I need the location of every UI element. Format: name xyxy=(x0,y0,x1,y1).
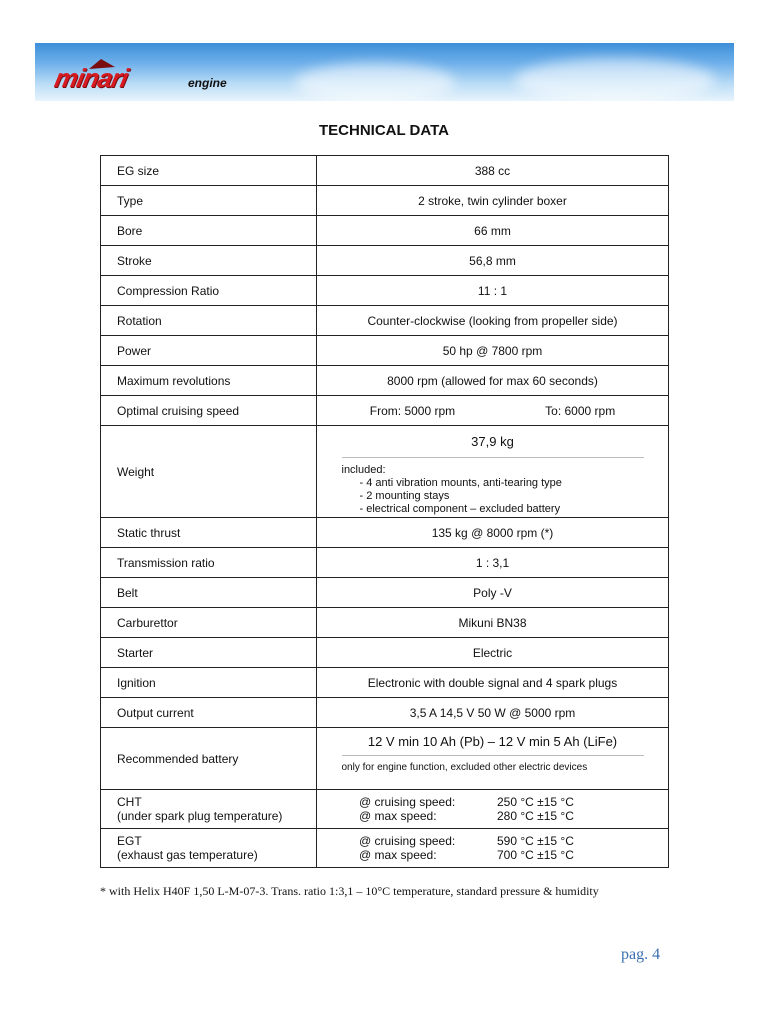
egt-cond-max: @ max speed: xyxy=(359,848,437,862)
row-label: EG size xyxy=(101,156,317,186)
table-row xyxy=(101,426,669,518)
row-label: Static thrust xyxy=(101,518,317,548)
row-label xyxy=(101,790,317,829)
row-value: Electric xyxy=(317,638,669,668)
header-banner xyxy=(35,43,734,101)
cht-cond-max: @ max speed: xyxy=(359,809,437,823)
row-value: Counter-clockwise (looking from propeller side) xyxy=(317,306,669,336)
table-row xyxy=(101,829,669,868)
cht-sublabel: (under spark plug temperature) xyxy=(117,809,283,823)
egt-val-max: 700 °C ±15 °C xyxy=(497,848,574,862)
row-label xyxy=(101,829,317,868)
row-label: Rotation xyxy=(101,306,317,336)
table-row xyxy=(101,578,669,608)
divider xyxy=(342,457,644,458)
row-label: Stroke xyxy=(101,246,317,276)
page-title: TECHNICAL DATA xyxy=(319,122,449,139)
cloud-decoration xyxy=(515,58,715,101)
row-label: Optimal cruising speed xyxy=(101,396,317,426)
brand-name: minari xyxy=(51,63,131,93)
table-row xyxy=(101,306,669,336)
table-row xyxy=(101,608,669,638)
page-number: pag. 4 xyxy=(621,946,661,963)
table-row xyxy=(101,336,669,366)
included-label: included: xyxy=(341,464,386,476)
weight-value: 37,9 kg xyxy=(471,434,514,449)
cht-val-cruise: 250 °C ±15 °C xyxy=(497,795,574,809)
spec-table xyxy=(100,155,669,868)
row-label: Power xyxy=(101,336,317,366)
table-row xyxy=(101,156,669,186)
row-value xyxy=(317,790,669,829)
cruise-to: To: 6000 rpm xyxy=(545,403,616,418)
row-label: Weight xyxy=(101,426,317,518)
row-value: 135 kg @ 8000 rpm (*) xyxy=(317,518,669,548)
divider xyxy=(342,755,644,756)
brand-logo xyxy=(53,57,273,97)
row-label: Carburettor xyxy=(101,608,317,638)
table-row xyxy=(101,216,669,246)
table-row xyxy=(101,276,669,306)
row-label: Belt xyxy=(101,578,317,608)
egt-values xyxy=(359,834,668,862)
list-item: - 2 mounting stays xyxy=(360,490,644,503)
cruise-range xyxy=(317,404,668,418)
list-item: - 4 anti vibration mounts, anti-tearing type xyxy=(360,477,644,490)
row-label: Type xyxy=(101,186,317,216)
row-value: 50 hp @ 7800 rpm xyxy=(317,336,669,366)
table-row xyxy=(101,728,669,790)
egt-val-cruise: 590 °C ±15 °C xyxy=(497,834,574,848)
row-label: Starter xyxy=(101,638,317,668)
cruise-from: From: 5000 rpm xyxy=(369,403,456,418)
battery-value: 12 V min 10 Ah (Pb) – 12 V min 5 Ah (LiFe) xyxy=(367,734,618,749)
row-value xyxy=(317,728,669,790)
table-row xyxy=(101,246,669,276)
table-row xyxy=(101,638,669,668)
brand-sub: engine xyxy=(188,76,227,90)
table-row xyxy=(101,668,669,698)
egt-sublabel: (exhaust gas temperature) xyxy=(117,848,258,862)
row-value: 3,5 A 14,5 V 50 W @ 5000 rpm xyxy=(317,698,669,728)
cht-cond-cruise: @ cruising speed: xyxy=(359,795,456,809)
table-row xyxy=(101,548,669,578)
footnote: * with Helix H40F 1,50 L-M-07-3. Trans. ratio 1:3,1 – 10°C temperature, standard pressure & humidity xyxy=(100,884,599,898)
row-label: Compression Ratio xyxy=(101,276,317,306)
row-label: Maximum revolutions xyxy=(101,366,317,396)
table-row xyxy=(101,186,669,216)
table-row xyxy=(101,366,669,396)
row-label: Ignition xyxy=(101,668,317,698)
row-value xyxy=(317,426,669,518)
row-value: 8000 rpm (allowed for max 60 seconds) xyxy=(317,366,669,396)
included-list xyxy=(342,477,644,516)
row-value xyxy=(317,396,669,426)
row-value xyxy=(317,829,669,868)
table-row xyxy=(101,396,669,426)
row-label: Transmission ratio xyxy=(101,548,317,578)
row-value: Mikuni BN38 xyxy=(317,608,669,638)
row-value: 388 cc xyxy=(317,156,669,186)
weight-included xyxy=(342,464,644,516)
table-row xyxy=(101,518,669,548)
egt-cond-cruise: @ cruising speed: xyxy=(359,834,456,848)
battery-note: only for engine function, excluded other electric devices xyxy=(341,762,588,773)
row-label: Output current xyxy=(101,698,317,728)
cht-val-max: 280 °C ±15 °C xyxy=(497,809,574,823)
list-item: - electrical component – excluded battery xyxy=(360,503,644,516)
cloud-decoration xyxy=(295,63,455,101)
row-value: Poly -V xyxy=(317,578,669,608)
row-value: 2 stroke, twin cylinder boxer xyxy=(317,186,669,216)
row-value: 11 : 1 xyxy=(317,276,669,306)
row-value: 1 : 3,1 xyxy=(317,548,669,578)
cht-values xyxy=(359,795,668,823)
cht-label: CHT xyxy=(117,795,142,809)
row-value: Electronic with double signal and 4 spark plugs xyxy=(317,668,669,698)
table-row xyxy=(101,790,669,829)
row-value: 66 mm xyxy=(317,216,669,246)
row-label: Bore xyxy=(101,216,317,246)
table-row xyxy=(101,698,669,728)
row-value: 56,8 mm xyxy=(317,246,669,276)
row-label: Recommended battery xyxy=(101,728,317,790)
egt-label: EGT xyxy=(117,834,142,848)
